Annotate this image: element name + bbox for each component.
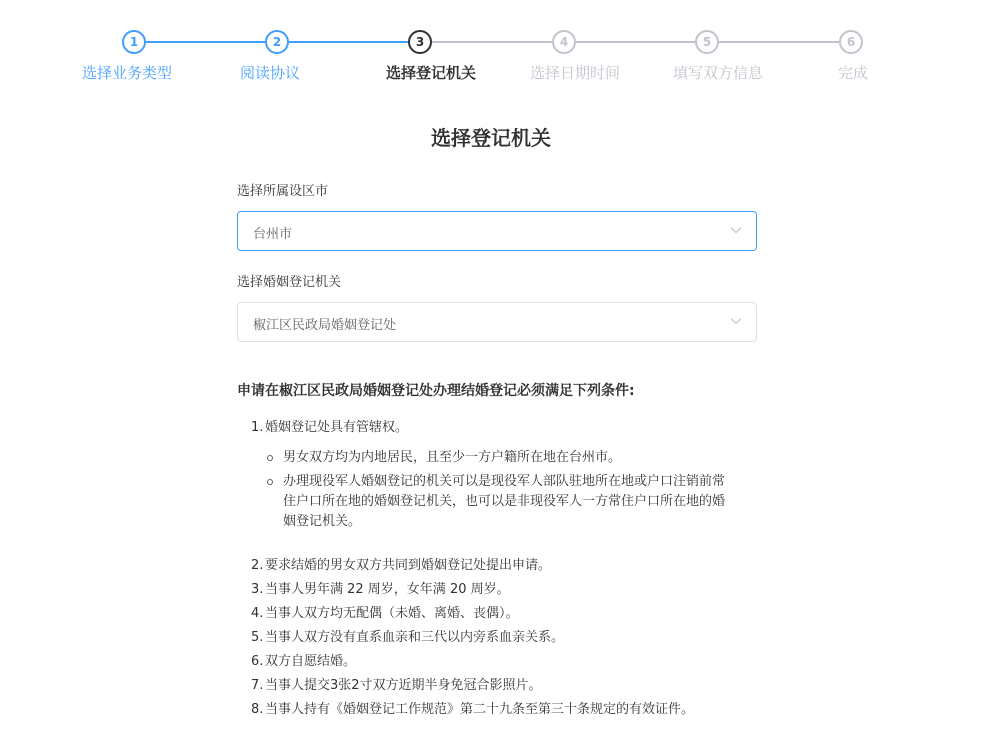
condition-text: 当事人双方没有直系血亲和三代以内旁系血亲关系。	[265, 630, 565, 645]
condition-item	[237, 698, 735, 722]
condition-text: 当事人持有《婚姻登记工作规范》第二十九条至第三十条规定的有效证件。	[265, 702, 695, 717]
step-number: 3	[408, 30, 432, 54]
condition-number: 8.	[251, 702, 264, 717]
sub-condition-item	[265, 472, 735, 532]
condition-item	[237, 602, 757, 626]
step-number: 1	[122, 30, 146, 54]
city-field	[237, 180, 757, 251]
condition-number: 4.	[251, 606, 264, 621]
condition-item	[237, 626, 757, 650]
sub-condition-item	[265, 448, 735, 468]
step-label: 完成	[837, 64, 868, 82]
sub-condition-text: 办理现役军人婚姻登记的机关可以是现役军人部队驻地所在地或户口注销前常住户口所在地的婚姻登记机关，也可以是非现役军人一方常住户口所在地的婚姻登记机关。	[283, 474, 726, 529]
office-label: 选择婚姻登记机关	[237, 275, 342, 290]
step-label: 填写双方信息	[672, 64, 763, 82]
chevron-down-icon	[730, 226, 742, 234]
condition-text: 婚姻登记处具有管辖权。	[265, 420, 409, 435]
condition-number: 6.	[251, 654, 264, 669]
office-select-value: 椒江区民政局婚姻登记处	[253, 318, 397, 333]
condition-item	[237, 650, 757, 674]
conditions-section	[237, 380, 757, 722]
chevron-down-icon	[730, 317, 742, 325]
condition-number: 5.	[251, 630, 264, 645]
condition-item	[237, 416, 757, 554]
condition-text: 当事人提交3张2寸双方近期半身免冠合影照片。	[265, 678, 542, 693]
step-progress	[0, 0, 982, 95]
step-4	[484, 30, 644, 83]
condition-number: 3.	[251, 582, 264, 597]
condition-number: 1.	[251, 420, 264, 435]
step-6	[771, 30, 931, 83]
step-number: 6	[839, 30, 863, 54]
condition-text: 当事人男年满 22 周岁，女年满 20 周岁。	[265, 582, 510, 597]
step-number: 2	[265, 30, 289, 54]
office-field	[237, 271, 757, 342]
page-title: 选择登记机关	[431, 126, 551, 150]
city-label: 选择所属设区市	[237, 184, 329, 199]
circle-bullet-icon	[267, 479, 273, 485]
step-label: 选择登记机关	[385, 64, 476, 82]
city-select-value: 台州市	[253, 227, 293, 242]
condition-text: 当事人双方均无配偶（未婚、离婚、丧偶）。	[265, 606, 519, 621]
condition-item	[237, 578, 757, 602]
condition-text: 双方自愿结婚。	[265, 654, 357, 669]
condition-number: 2.	[251, 558, 264, 573]
condition-item	[237, 674, 757, 698]
step-5	[627, 30, 787, 83]
step-3	[340, 30, 500, 83]
condition-text: 要求结婚的男女双方共同到婚姻登记处提出申请。	[265, 558, 552, 573]
step-label: 阅读协议	[239, 64, 300, 82]
city-select[interactable]	[237, 211, 757, 251]
office-select[interactable]	[237, 302, 757, 342]
sub-conditions-list	[265, 448, 757, 532]
sub-condition-text: 男女双方均为内地居民，且至少一方户籍所在地在台州市。	[283, 450, 622, 465]
step-number: 4	[552, 30, 576, 54]
condition-number: 7.	[251, 678, 264, 693]
step-label: 选择业务类型	[81, 64, 172, 82]
step-label: 选择日期时间	[529, 64, 620, 82]
conditions-title: 申请在椒江区民政局婚姻登记处办理结婚登记必须满足下列条件:	[237, 383, 635, 399]
circle-bullet-icon	[267, 455, 273, 461]
step-number: 5	[695, 30, 719, 54]
conditions-list	[237, 416, 757, 722]
condition-item	[237, 554, 757, 578]
step-2[interactable]	[197, 30, 357, 83]
